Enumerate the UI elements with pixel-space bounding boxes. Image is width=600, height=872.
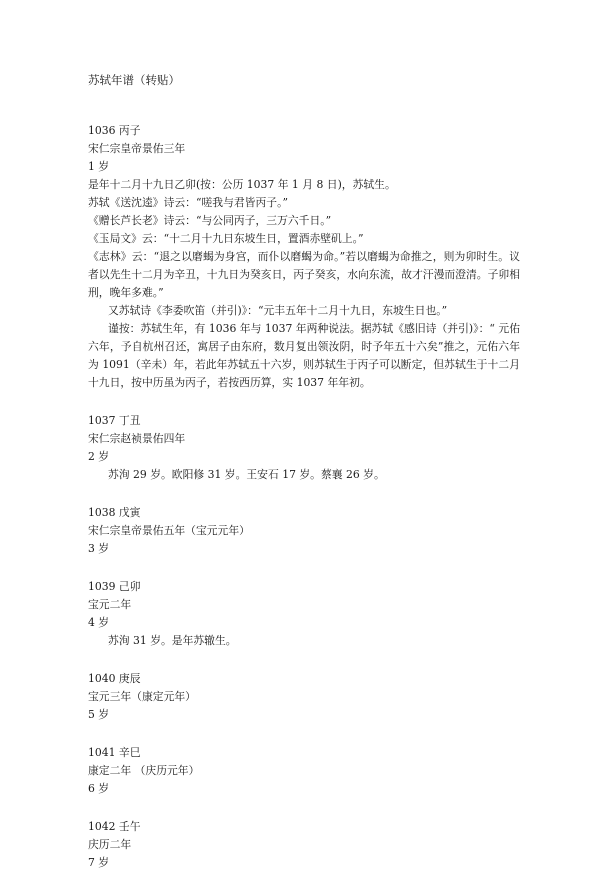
entry-paragraph: 《志林》云：“退之以磨蝎为身宫，而仆以磨蝎为命。”若以磨蝎为命推之，则为卯时生。议者以先生十二月为辛丑，十九日为癸亥日，丙子癸亥，水向东流，故才汗漫而澄清。子卯相刑，晚年多难。”	[88, 250, 520, 299]
entry-age: 6 岁	[88, 782, 110, 795]
entry-era: 宝元二年	[88, 598, 132, 611]
entry-text: 《玉局文》云：“十二月十九日东坡生日，置酒赤壁矶上。”	[88, 232, 364, 245]
entry-year: 1042 壬午	[88, 820, 141, 833]
entry-note: 苏洵 31 岁。是年苏辙生。	[108, 634, 237, 647]
entry-era: 康定二年 （庆历元年）	[88, 764, 200, 777]
entry-age: 1 岁	[88, 160, 110, 173]
entry-era: 宋仁宗皇帝景佑五年（宝元元年）	[88, 524, 250, 537]
chronology	[88, 122, 520, 872]
entry-year: 1040 庚辰	[88, 672, 141, 685]
entry-age: 3 岁	[88, 542, 110, 555]
entry-year: 1041 辛巳	[88, 746, 141, 759]
entry-age: 7 岁	[88, 856, 110, 869]
entry-paragraph: 谨按：苏轼生年，有 1036 年与 1037 年两种说法。据苏轼《感旧诗（并引)》：“ 元佑六年，予自杭州召还，寓居子由东府，数月复出领汝阴，时予年五十六矣”推之，元佑六年为 1091（辛未）年，若此年苏轼五十六岁，则苏轼生于丙子可以断定，但苏轼生于十二月十九日，按中历虽为丙子，若按西历算，实 1037 年年初。	[88, 322, 520, 389]
entry-era: 宋仁宗皇帝景佑三年	[88, 142, 186, 155]
entry-year: 1039 己卯	[88, 580, 141, 593]
document-title: 苏轼年谱（转贴）	[88, 73, 180, 87]
entry-year: 1036 丙子	[88, 124, 141, 137]
entry-age: 5 岁	[88, 708, 110, 721]
entry-era: 庆历二年	[88, 838, 132, 851]
entry-text: 苏轼《送沈逵》诗云：“嗟我与君皆丙子。”	[88, 196, 288, 209]
entry-age: 4 岁	[88, 616, 110, 629]
entry-note: 苏洵 29 岁。欧阳修 31 岁。王安石 17 岁。蔡襄 26 岁。	[108, 468, 385, 481]
entry-paragraph: 又苏轼诗《李委吹笛（并引)》：“元丰五年十二月十九日，东坡生日也。”	[108, 304, 448, 317]
entry-text: 是年十二月十九日乙卯(按：公历 1037 年 1 月 8 日)，苏轼生。	[88, 178, 396, 191]
entry-year: 1038 戊寅	[88, 506, 141, 519]
entry-era: 宋仁宗赵祯景佑四年	[88, 432, 186, 445]
entry-age: 2 岁	[88, 450, 110, 463]
entry-text: 《赠长芦长老》诗云：“与公同丙子，三万六千日。”	[88, 214, 332, 227]
entry-era: 宝元三年（康定元年）	[88, 690, 196, 703]
entry-year: 1037 丁丑	[88, 414, 141, 427]
